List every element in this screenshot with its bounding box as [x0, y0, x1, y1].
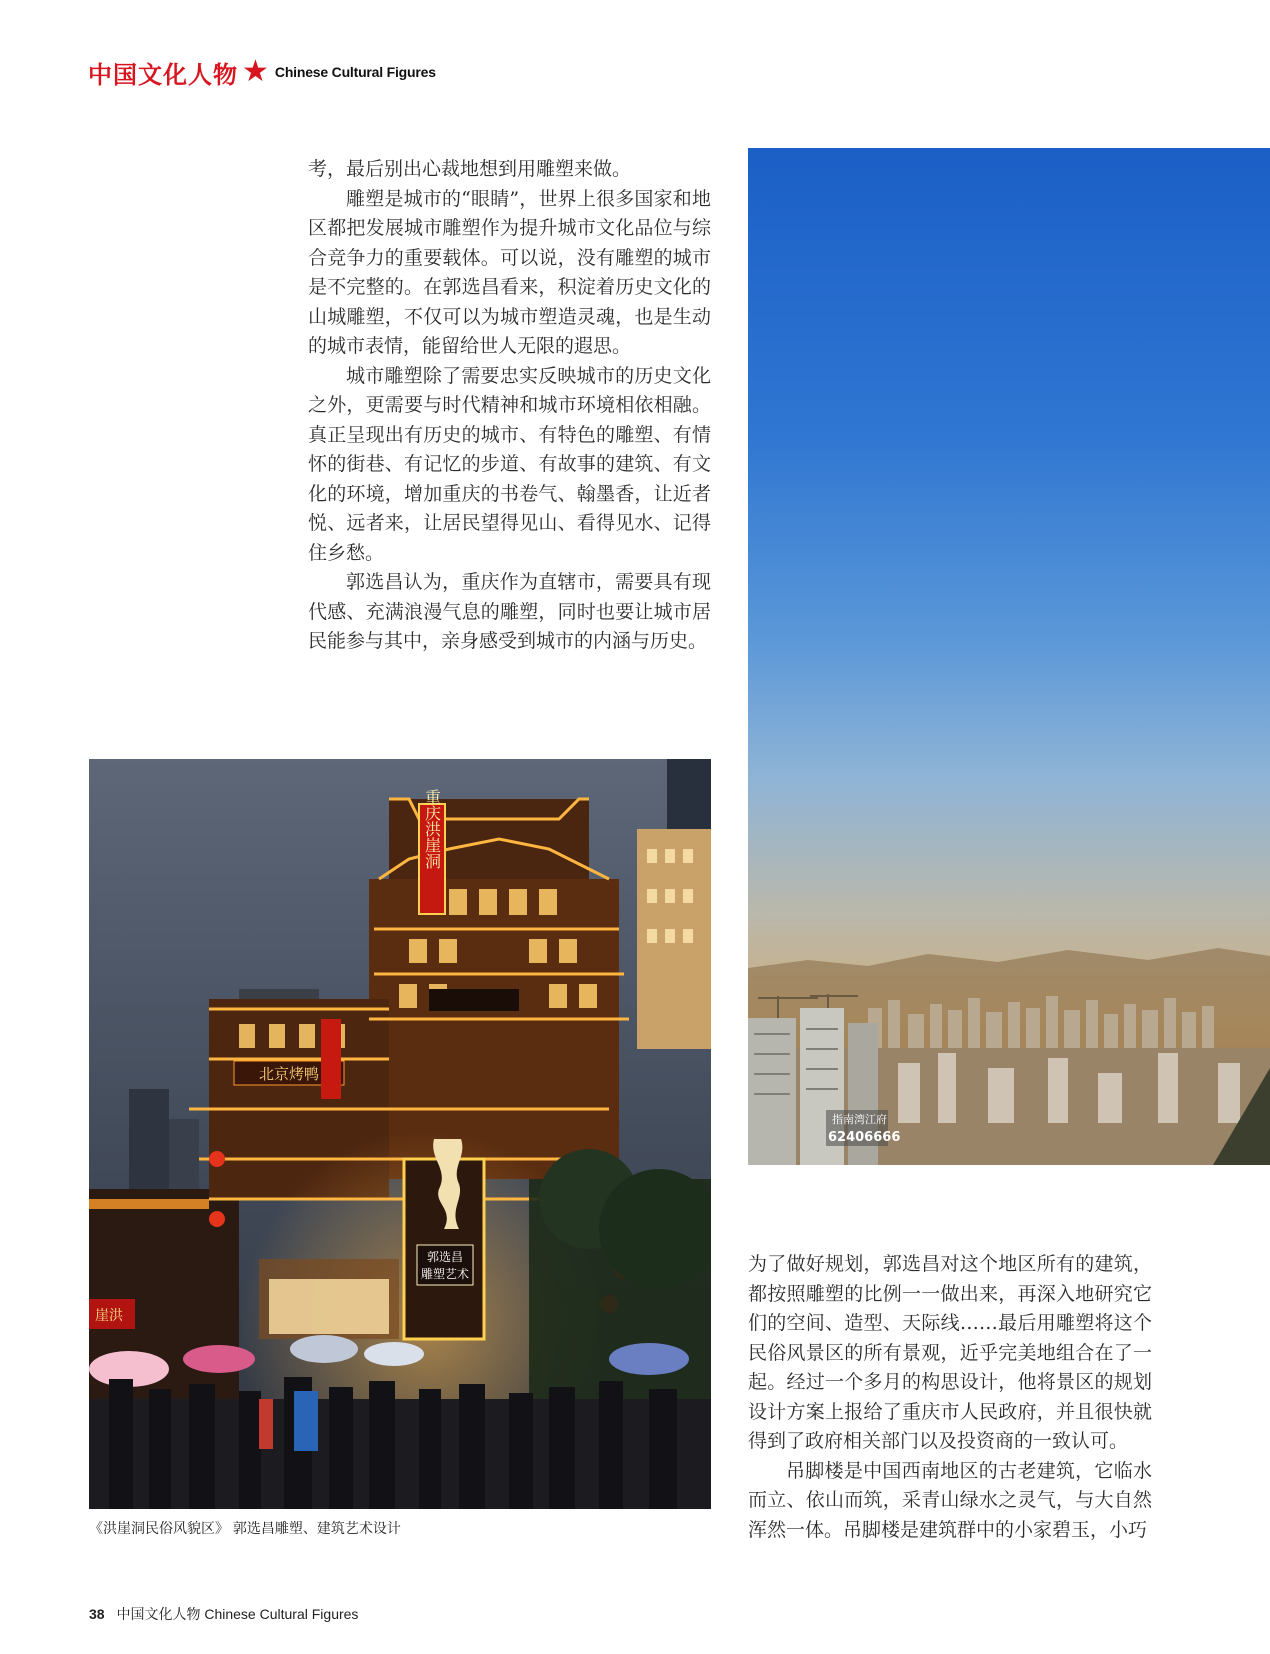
- paragraph: 城市雕塑除了需要忠实反映城市的历史文化之外，更需要与时代精神和城市环境相依相融。真正呈现出有历史的城市、有特色的雕塑、有情怀的街巷、有记忆的步道、有故事的建筑、有文化的环境，增加重庆的书卷气、翰墨香，让近者悦、远者来，让居民望得见山、看得见水、记得住乡愁。: [308, 364, 711, 564]
- sculpture-sign-line2: 雕塑艺术: [420, 1267, 470, 1281]
- paragraph: 为了做好规划，郭选昌对这个地区所有的建筑，都按照雕塑的比例一一做出来，再深入地研究它们的空间、造型、天际线……最后用雕塑将这个民俗风景区的所有景观，近乎完美地组合在了一起。经过一个多月的构思设计，他将景区的规划设计方案上报给了重庆市人民政府，并且很快就得到了政府相关部门以及投资商的一致认可。: [748, 1253, 1152, 1452]
- photo-caption: [89, 1518, 401, 1538]
- article-column-top: [308, 155, 711, 657]
- page-footer: [89, 1604, 358, 1624]
- caption-credit: 郭选昌雕塑、建筑艺术设计: [232, 1520, 401, 1536]
- vertical-sign-text: 重庆洪崖洞: [422, 789, 442, 869]
- caption-title: 《洪崖洞民俗风貌区》: [89, 1521, 229, 1537]
- hongyadong-illustration: [89, 759, 711, 1509]
- city-skyline-photo: [748, 148, 1270, 1165]
- sculpture-sign-line1: 郭选昌: [426, 1250, 464, 1264]
- beijing-duck-sign: 北京烤鸭: [258, 1065, 320, 1083]
- city-skyline-illustration: [748, 148, 1270, 1165]
- left-shop-sign: 崖洪: [95, 1308, 123, 1324]
- paragraph: 雕塑是城市的“眼睛”，世界上很多国家和地区都把发展城市雕塑作为提升城市文化品位与综合竞争力的重要载体。可以说，没有雕塑的城市是不完整的。在郭选昌看来，积淀着历史文化的山城雕塑，不仅可以为城市塑造灵魂，也是生动的城市表情，能留给世人无限的遐思。: [308, 187, 711, 357]
- masthead-title-cn: 中国文化人物: [88, 59, 238, 89]
- paragraph: 吊脚楼是中国西南地区的古老建筑，它临水而立、依山而筑，采青山绿水之灵气，与大自然浑然一体。吊脚楼是建筑群中的小家碧玉，小巧: [748, 1459, 1152, 1541]
- footer-publication: 中国文化人物 Chinese Cultural Figures: [116, 1606, 359, 1622]
- hongyadong-night-photo: [89, 759, 711, 1509]
- paragraph: 郭选昌认为，重庆作为直辖市，需要具有现代感、充满浪漫气息的雕塑，同时也要让城市居民能参与其中，亲身感受到城市的内涵与历史。: [308, 571, 711, 652]
- article-column-bottom: [748, 1250, 1152, 1545]
- star-icon: ★: [242, 54, 269, 89]
- paragraph: 考，最后别出心裁地想到用雕塑来做。: [308, 158, 632, 180]
- masthead: [88, 52, 436, 92]
- masthead-title-en: Chinese Cultural Figures: [274, 64, 436, 80]
- page-number: 38: [89, 1606, 105, 1622]
- billboard-text: 指南湾江府: [832, 1113, 887, 1126]
- billboard-phone: 62406666: [828, 1130, 901, 1145]
